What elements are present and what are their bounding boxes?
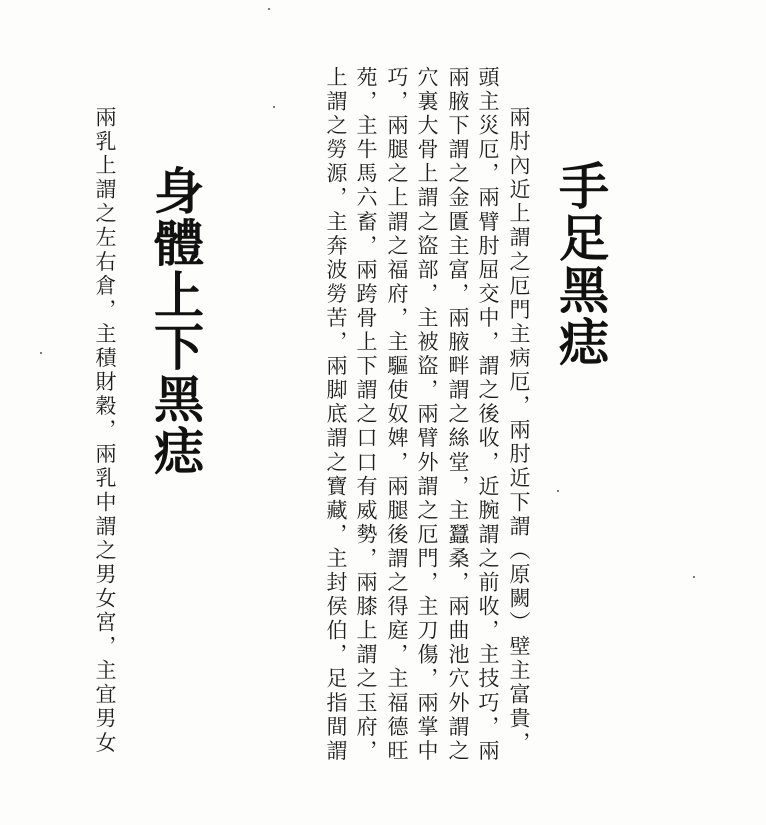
scan-speck <box>693 576 695 578</box>
section-title-body-moles: 身體上下黑痣 <box>146 165 204 477</box>
scan-speck <box>557 490 559 492</box>
text-column-5: 巧，兩腿之上謂之福府，主驅使奴婢，兩腿後謂之得庭，主福德旺 <box>385 66 409 764</box>
scan-speck <box>40 352 42 354</box>
text-column-1: 兩肘內近上謂之厄門主病厄，兩肘近下謂（原闕）壁主富貴， <box>507 106 531 756</box>
scan-speck <box>273 106 275 108</box>
text-column-7: 上謂之勞源，主奔波勞苦，兩脚底謂之寶藏，主封侯伯，足指間謂 <box>324 66 348 764</box>
text-column-2: 頭主災厄，兩臂肘屈交中，謂之後收，近腕謂之前收，主技巧，兩 <box>476 66 500 764</box>
text-column-8: 兩乳上謂之左右倉，主積財穀，兩乳中謂之男女宮，主宜男女 <box>93 106 117 756</box>
scan-speck <box>268 8 270 10</box>
text-column-6: 苑，主牛馬六畜，兩跨骨上下謂之口口有威勢，兩膝上謂之玉府， <box>354 66 378 764</box>
text-column-3: 兩腋下謂之金匱主富，兩腋畔謂之絲堂，主蠶桑，兩曲池穴外謂之 <box>446 66 470 764</box>
text-column-4: 穴裏大骨上謂之盜部，主被盜，兩臂外謂之厄門，主刀傷，兩掌中 <box>415 66 439 764</box>
section-title-hand-foot-moles: 手足黑痣 <box>551 160 609 368</box>
